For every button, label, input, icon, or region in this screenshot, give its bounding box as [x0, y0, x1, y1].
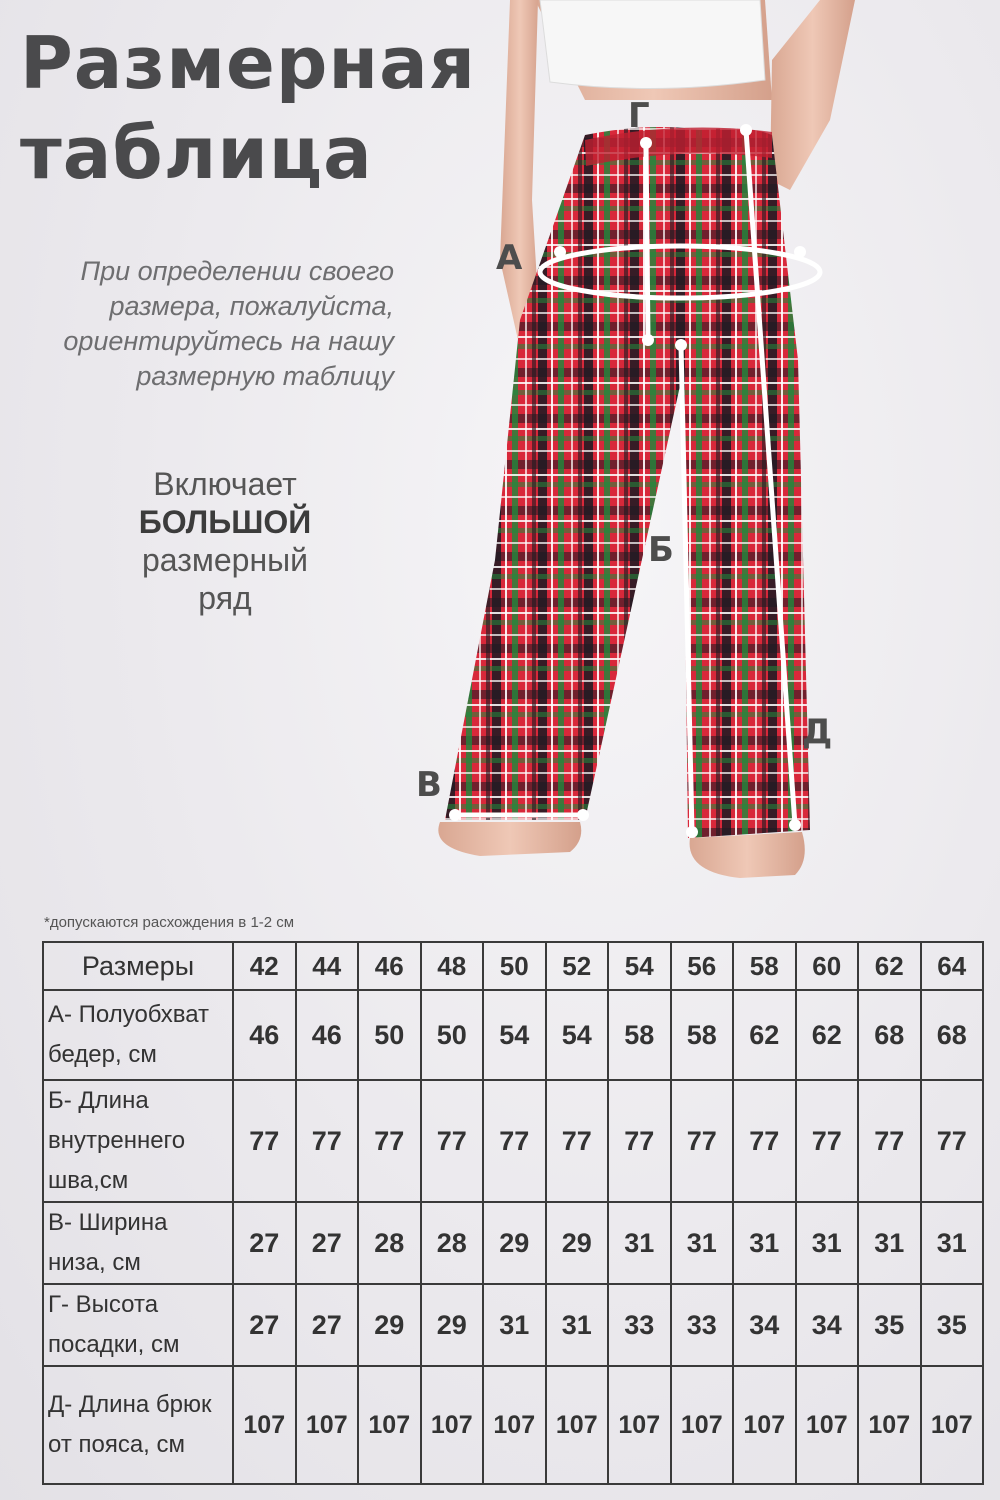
size-header-cell: 60 [796, 942, 859, 990]
table-row [43, 990, 983, 1080]
measurement-value: 27 [233, 1284, 296, 1366]
tolerance-note: *допускаются расхождения в 1-2 см [44, 914, 295, 931]
large-sizes-note [70, 465, 380, 617]
measurement-value: 107 [858, 1366, 921, 1484]
measurement-value: 35 [921, 1284, 984, 1366]
measurement-value: 62 [796, 990, 859, 1080]
measure-label-b: Б [648, 530, 674, 570]
measurement-value: 62 [733, 990, 796, 1080]
measurement-label [43, 1366, 233, 1484]
measurement-label-line: внутреннего [48, 1127, 186, 1154]
measurement-value: 107 [796, 1366, 859, 1484]
size-header-label: Размеры [43, 942, 233, 990]
measurement-value: 27 [296, 1284, 359, 1366]
measurement-label-line: шва,см [48, 1167, 129, 1194]
measurement-label-line: Б- Длина [48, 1087, 149, 1114]
measurement-value: 34 [733, 1284, 796, 1366]
table-row [43, 1366, 983, 1484]
measurement-value: 31 [796, 1202, 859, 1284]
measurement-value: 107 [421, 1366, 484, 1484]
measurement-value: 28 [421, 1202, 484, 1284]
measurement-value: 54 [483, 990, 546, 1080]
size-header-cell: 46 [358, 942, 421, 990]
measurement-value: 29 [358, 1284, 421, 1366]
measurement-label-line: Г- Высота [48, 1291, 159, 1318]
title-line-2: таблица [20, 111, 373, 195]
measurement-value: 77 [421, 1080, 484, 1202]
pants-photo [400, 0, 1000, 900]
measurement-value: 77 [546, 1080, 609, 1202]
size-header-cell: 44 [296, 942, 359, 990]
measure-label-a: А [496, 238, 523, 278]
size-header-cell: 50 [483, 942, 546, 990]
measurement-value: 107 [671, 1366, 734, 1484]
measurement-label-line: В- Ширина [48, 1209, 168, 1236]
size-header-cell: 62 [858, 942, 921, 990]
measure-label-v: В [416, 765, 442, 805]
size-table [42, 941, 984, 1485]
measurement-value: 33 [608, 1284, 671, 1366]
measurement-value: 77 [733, 1080, 796, 1202]
measurement-value: 31 [921, 1202, 984, 1284]
measurement-value: 107 [921, 1366, 984, 1484]
measurement-value: 33 [671, 1284, 734, 1366]
measurement-value: 29 [483, 1202, 546, 1284]
measurement-value: 46 [296, 990, 359, 1080]
measurement-value: 107 [546, 1366, 609, 1484]
measurement-value: 68 [858, 990, 921, 1080]
measurement-value: 107 [233, 1366, 296, 1484]
table-row [43, 1202, 983, 1284]
measurement-value: 31 [733, 1202, 796, 1284]
includes-line-3: размерный [141, 542, 309, 578]
measurement-label-line: А- Полуобхват [48, 1001, 210, 1028]
measurement-value: 31 [671, 1202, 734, 1284]
measurement-value: 31 [858, 1202, 921, 1284]
size-header-cell: 58 [733, 942, 796, 990]
advice-line-1: При определении своего [80, 256, 394, 286]
table-row [43, 1080, 983, 1202]
measurement-value: 58 [608, 990, 671, 1080]
measurement-value: 34 [796, 1284, 859, 1366]
table-row [43, 1284, 983, 1366]
measurement-value: 46 [233, 990, 296, 1080]
measurement-value: 77 [671, 1080, 734, 1202]
measurement-value: 31 [608, 1202, 671, 1284]
measurement-value: 77 [296, 1080, 359, 1202]
plaid-pants-illustration [400, 0, 1000, 900]
size-header-cell: 48 [421, 942, 484, 990]
advice-line-4: размерную таблицу [136, 361, 394, 391]
measurement-value: 77 [858, 1080, 921, 1202]
measurement-label-line: посадки, см [48, 1331, 180, 1358]
measurement-value: 77 [233, 1080, 296, 1202]
size-header-cell: 64 [921, 942, 984, 990]
measurement-value: 107 [296, 1366, 359, 1484]
measurement-value: 77 [921, 1080, 984, 1202]
size-header-cell: 54 [608, 942, 671, 990]
measurement-value: 31 [546, 1284, 609, 1366]
measurement-value: 35 [858, 1284, 921, 1366]
size-header-row [43, 942, 983, 990]
left-leg-shape [445, 127, 700, 820]
size-header-cell: 52 [546, 942, 609, 990]
measurement-value: 29 [546, 1202, 609, 1284]
advice-line-3: ориентируйтесь на нашу [63, 326, 394, 356]
measurement-value: 77 [796, 1080, 859, 1202]
includes-line-4: ряд [198, 580, 252, 616]
measurement-label-line: бедер, см [48, 1041, 157, 1068]
measurement-value: 107 [733, 1366, 796, 1484]
size-header-cell: 42 [233, 942, 296, 990]
measurement-value: 27 [296, 1202, 359, 1284]
measurement-value: 107 [608, 1366, 671, 1484]
includes-line-2: БОЛЬШОЙ [138, 504, 312, 540]
measurement-value: 29 [421, 1284, 484, 1366]
measurement-value: 77 [358, 1080, 421, 1202]
rise-line [646, 143, 648, 340]
measurement-label [43, 1284, 233, 1366]
measurement-value: 50 [421, 990, 484, 1080]
includes-line-1: Включает [153, 466, 297, 502]
measurement-value: 54 [546, 990, 609, 1080]
advice-line-2: размера, пожалуйста, [109, 291, 394, 321]
measurement-value: 27 [233, 1202, 296, 1284]
size-advice-text [14, 254, 394, 394]
measure-label-d: Д [802, 712, 833, 752]
measurement-value: 107 [358, 1366, 421, 1484]
measurement-value: 58 [671, 990, 734, 1080]
measurement-value: 50 [358, 990, 421, 1080]
measurement-label-line: от пояса, см [48, 1431, 186, 1458]
measurement-value: 77 [608, 1080, 671, 1202]
measurement-value: 31 [483, 1284, 546, 1366]
measurement-label-line: Д- Длина брюк [48, 1391, 212, 1418]
measure-label-g: Г [628, 96, 650, 136]
measurement-value: 68 [921, 990, 984, 1080]
measurement-value: 28 [358, 1202, 421, 1284]
title-line-1: Размерная [20, 21, 476, 105]
measurement-label-line: низа, см [48, 1249, 141, 1276]
measurement-value: 107 [483, 1366, 546, 1484]
measurement-label [43, 1202, 233, 1284]
measurement-label [43, 1080, 233, 1202]
measurement-value: 77 [483, 1080, 546, 1202]
size-header-cell: 56 [671, 942, 734, 990]
measurement-label [43, 990, 233, 1080]
